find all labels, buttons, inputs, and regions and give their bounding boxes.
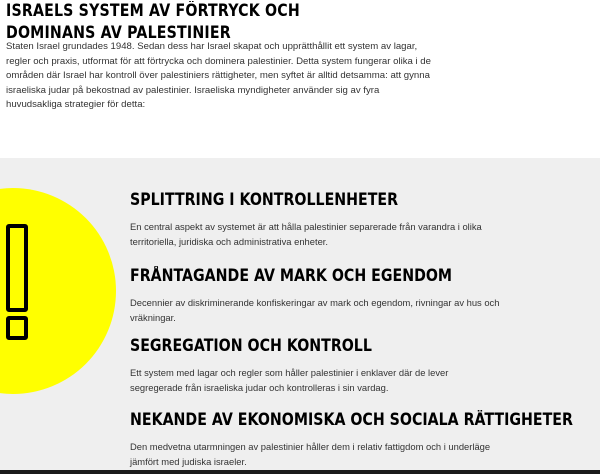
strategy-title: NEKANDE AV EKONOMISKA OCH SOCIALA RÄTTIGHETER [130,410,573,429]
exclamation-icon-bar [6,224,28,312]
strategy-title: SPLITTRING I KONTROLLENHETER [130,190,399,209]
strategy-title: SEGREGATION OCH KONTROLL [130,336,372,355]
page-title: ISRAELS SYSTEM AV FÖRTRYCK OCH DOMINANS AV PALESTINIER [6,1,300,42]
strategy-item [130,190,500,249]
strategy-text: Den medvetna utarmningen av palestinier håller dem i relativ fattigdom och i underläge jämfört med judiska israeler. [130,441,491,467]
strategy-item [130,266,500,325]
strategy-text: Ett system med lagar och regler som håller palestinier i enklaver där de lever segregerade från israeliska judar och kontrolleras i sin vardag. [130,367,449,393]
strategies-band [0,158,600,474]
intro-section [0,0,600,158]
strategy-title: FRÅNTAGANDE AV MARK OCH EGENDOM [130,266,453,285]
strategy-text: Decennier av diskriminerande konfiskeringar av mark och egendom, rivningar av hus och vräkningar. [130,297,500,323]
exclamation-icon-dot [6,316,28,340]
strategy-item [130,410,573,469]
strategy-text: En central aspekt av systemet är att hålla palestinier separerade från varandra i olika territoriella, juridiska och administrativa enheter. [130,221,482,247]
intro-paragraph: Staten Israel grundades 1948. Sedan dess har Israel skapat och upprätthållit ett system av lagar, regler och praxis, utformat för att förtrycka och dominera palestinier. Detta system fungerar olika i de områden där Israel har kontroll över palestiniers rättigheter, men syftet är alltid detsamma: att gynna israeliska judar på bekostnad av palestinier. Israeliska myndigheter använder sig av fyra huvudsakliga strategier för detta: [6,41,431,111]
bottom-edge-bar [0,470,600,474]
strategy-item [130,336,500,395]
